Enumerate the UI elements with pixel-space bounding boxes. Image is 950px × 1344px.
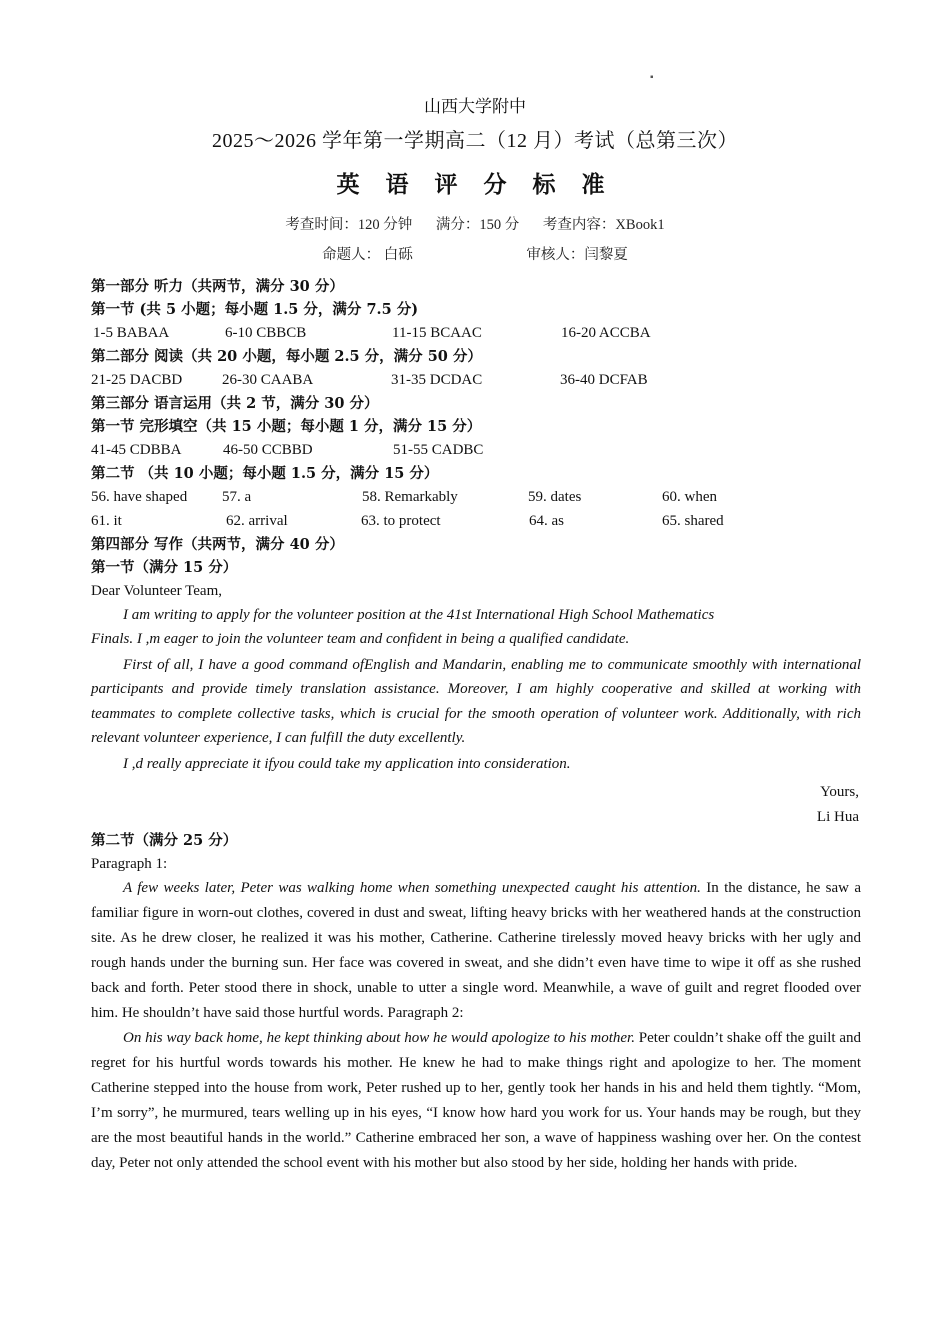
story-paragraph-2 [91,1026,861,1176]
paragraph-body: In the distance, he saw a familiar figure in worn-out clothes, covered in dust and sweat, lifting heavy bricks with her weathered hands at the construction site. As he drew closer, he realized it was his mother, Catherine. Catherine tirelessly moved heavy bricks with her ugly and rough hands under the burning sun. Her face was covered in sweat, and she didn’t even have time to wipe it off as she rushed back and forth. Peter stood there in shock, unable to utter a single word. Meanwhile, a wave of guilt and regret flooded over him. He shouldn’t have said those hurtful words. Paragraph 2: [91,880,861,1022]
paragraph-lead-sentence: On his way back home, he kept thinking about how he would apologize to his mother. [123,1030,635,1047]
answer-item: 64. as [529,513,564,529]
cloze-answers [91,438,861,462]
answer-group: 41-45 CDBBA [91,442,182,458]
paragraph-label: Paragraph 1: [91,856,168,873]
answer-item: 60. when [662,489,717,505]
letter-line: I am writing to apply for the volunteer position at the 41st International High School Mathematics [123,607,715,623]
answer-group: 6-10 CBBCB [225,325,307,341]
letter-line [91,627,861,651]
part4-section2-heading: 第二节（满分 25 分） [91,832,238,850]
part3-heading: 第三部分 语言运用（共 2 节，满分 30 分） [91,395,379,412]
question-author: 命题人： 白砾 [322,247,413,263]
part4-section1-heading: 第一节（满分 15 分） [91,559,238,576]
letter-paragraph [91,653,861,750]
reading-answers [91,368,861,392]
document-title: 英 语 评 分 标 准 [336,172,614,198]
story-paragraph-1 [91,876,861,1026]
full-score: 满分：150 分 [435,217,520,233]
answer-group: 31-35 DCDAC [391,372,483,388]
exam-title: 2025～2026 学年第一学期高二（12 月）考试（总第三次） [212,130,738,152]
answer-group: 11-15 BCAAC [392,325,482,341]
header-mark: ▪ [650,72,654,83]
answer-item: 63. to protect [361,513,441,529]
paragraph-lead-sentence: A few weeks later, Peter was walking home when something unexpected caught his attention. [123,880,701,897]
school-name: 山西大学附中 [424,97,526,116]
letter-paragraph-text: First of all, I have a good command ofEnglish and Mandarin, enabling me to communicate smoothly with international participants and provide timely translation assistance. Moreover, I am highly cooperative and skilled at working with teammates to complete collective tasks, which is crucial for the smooth operation of volunteer work. Additionally, with rich relevant volunteer experience, I can fulfill the duty excellently. [91,657,861,746]
staff-info [0,243,950,264]
part2-heading: 第二部分 阅读（共 20 小题，每小题 2.5 分，满分 50 分） [91,348,482,365]
answer-item: 58. Remarkably [362,489,458,505]
answer-group: 36-40 DCFAB [560,372,648,388]
exam-scope: 考查内容：XBook1 [542,217,665,233]
answer-group: 21-25 DACBD [91,372,183,388]
answer-item: 59. dates [528,489,582,505]
answer-group: 1-5 BABAA [93,325,170,341]
grammar-answers-row [91,509,861,533]
letter-signature: Li Hua [816,808,859,825]
answer-group: 16-20 ACCBA [561,325,651,341]
letter-paragraph [91,603,861,627]
answer-item: 57. a [222,489,252,505]
exam-time: 考查时间：120 分钟 [285,217,413,233]
answer-group: 46-50 CCBBD [223,442,313,458]
answer-group: 51-55 CADBC [393,442,484,458]
answer-group: 26-30 CAABA [222,372,314,388]
part1-section1-heading: 第一节 (共 5 小题；每小题 1.5 分，满分 7.5 分) [91,301,419,318]
listening-answers [91,321,861,345]
part4-heading: 第四部分 写作（共两节，满分 40 分） [91,536,344,553]
paragraph-body: Peter couldn’t shake off the guilt and regret for his hurtful words towards his mother. He knew he had to make things right and apologize to her. The moment Catherine stepped into the house from work, Peter rushed up to her, gently took her hands in his and held them tightly. “Mom, I’m sorry”, he murmured, tears welling up in his eyes, “I know how hard you work for us. Your hands may be rough, but they are the most beautiful hands in the world.” Catherine embraced her son, a wave of happiness washing over her. On the contest day, Peter not only attended the school event with his mother but also stood by her side, holding her hands with pride. [91,1030,861,1172]
answer-item: 65. shared [662,513,724,529]
exam-info [0,213,950,234]
letter-line-text: Finals. I ,m eager to join the volunteer team and confident in being a qualified candidate. [91,631,630,648]
letter-closing: Yours, [820,784,859,801]
part3-section2-heading: 第二节 （共 10 小题；每小题 1.5 分，满分 15 分） [91,465,439,482]
letter-paragraph-text: I ,d really appreciate it ifyou could take my application into consideration. [123,756,571,773]
part1-heading: 第一部分 听力（共两节，满分 30 分） [91,278,344,295]
question-reviewer: 审核人：闫黎夏 [526,247,628,263]
answer-item: 61. it [91,513,122,529]
letter-paragraph [91,752,861,776]
answer-item: 56. have shaped [91,489,188,505]
answer-key-body [91,275,861,1176]
part3-section1-heading: 第一节 完形填空（共 15 小题；每小题 1 分，满分 15 分） [91,418,482,435]
answer-item: 62. arrival [226,513,288,529]
letter-salutation: Dear Volunteer Team, [91,583,222,599]
grammar-answers-row [91,485,861,509]
